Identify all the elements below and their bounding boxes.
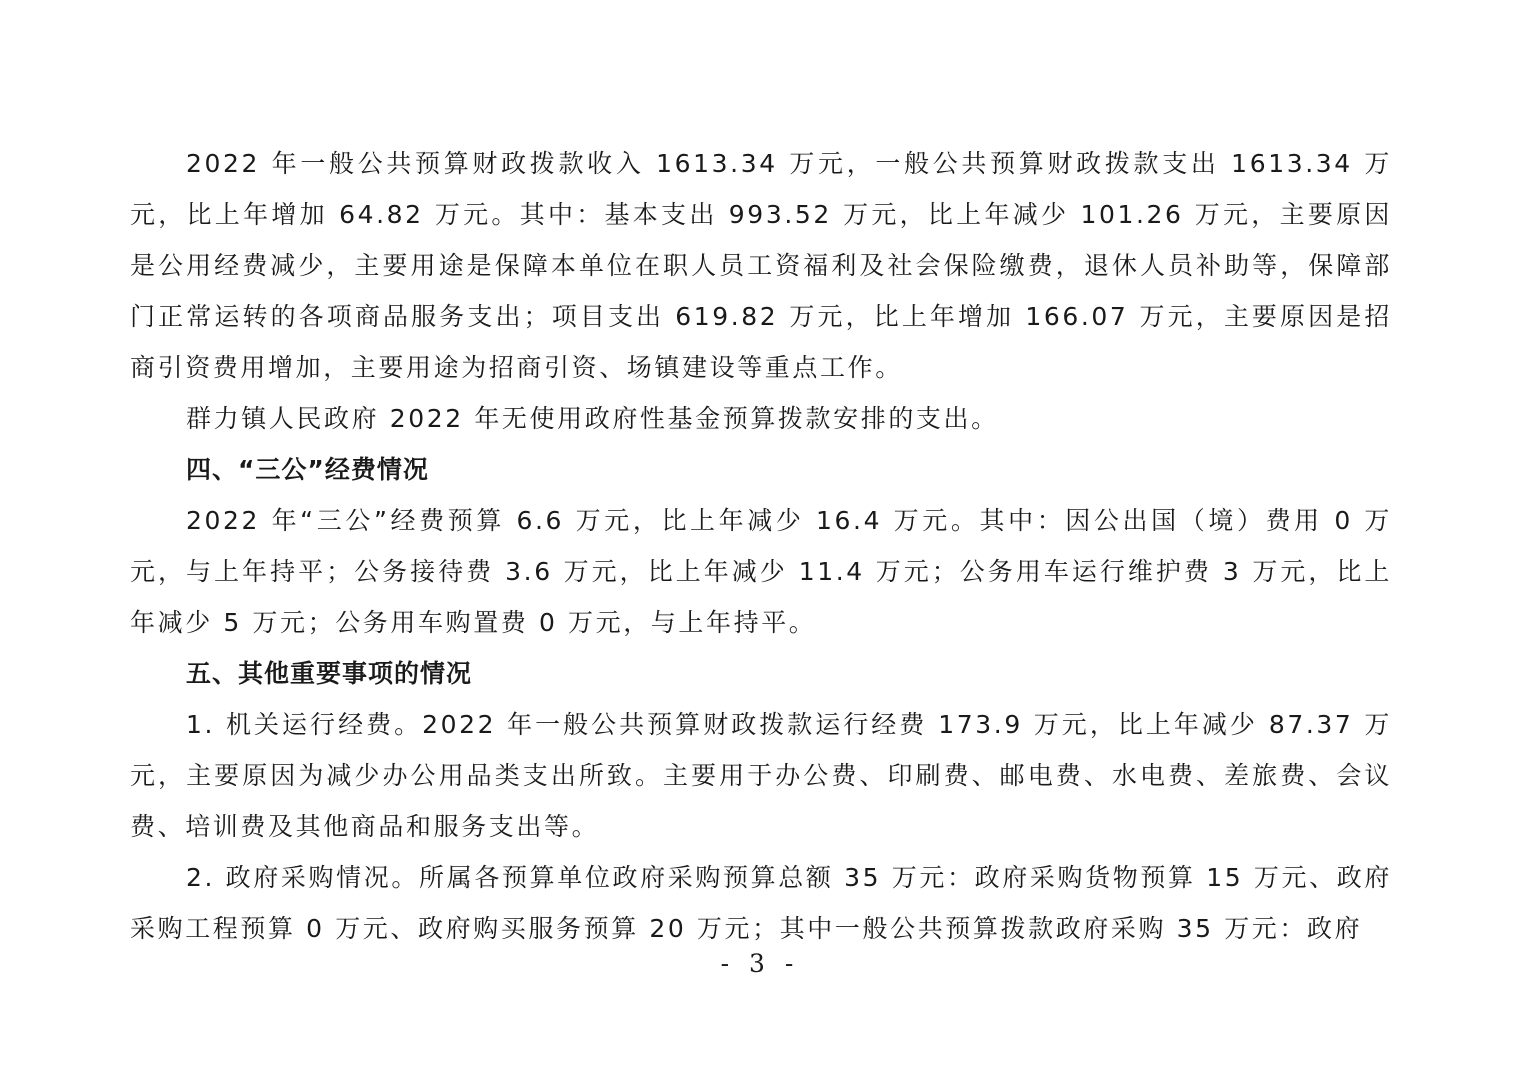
document-body <box>130 138 1392 954</box>
paragraph-government-fund: 群力镇人民政府 2022 年无使用政府性基金预算拨款安排的支出。 <box>186 404 999 433</box>
page-number: - 3 - <box>720 949 800 978</box>
paragraph-government-procurement: 2. 政府采购情况。所属各预算单位政府采购预算总额 35 万元：政府采购货物预算 15 万元、政府采购工程预算 0 万元、政府购买服务预算 20 万元；其中一般公共预算拨款政府采购 35 万元：政府 <box>130 863 1392 943</box>
section-heading-other-matters: 五、其他重要事项的情况 <box>186 659 473 688</box>
paragraph-budget-overview: 2022 年一般公共预算财政拨款收入 1613.34 万元，一般公共预算财政拨款支出 1613.34 万元，比上年增加 64.82 万元。其中：基本支出 993.52 万元，比上年减少 101.26 万元，主要原因是公用经费减少，主要用途是保障本单位在职人员工资福利及社会保险缴费，退休人员补助等，保障部门正常运转的各项商品服务支出；项目支出 619.82 万元，比上年增加 166.07 万元，主要原因是招商引资费用增加，主要用途为招商引资、场镇建设等重点工作。 <box>130 149 1392 382</box>
section-heading-three-public: 四、“三公”经费情况 <box>186 455 429 484</box>
paragraph-operating-expenses: 1. 机关运行经费。2022 年一般公共预算财政拨款运行经费 173.9 万元，比上年减少 87.37 万元，主要原因为减少办公用品类支出所致。主要用于办公费、印刷费、邮电费、水电费、差旅费、会议费、培训费及其他商品和服务支出等。 <box>130 710 1392 841</box>
paragraph-three-public-expenses: 2022 年“三公”经费预算 6.6 万元，比上年减少 16.4 万元。其中：因公出国（境）费用 0 万元，与上年持平；公务接待费 3.6 万元，比上年减少 11.4 万元；公务用车运行维护费 3 万元，比上年减少 5 万元；公务用车购置费 0 万元，与上年持平。 <box>130 506 1392 637</box>
